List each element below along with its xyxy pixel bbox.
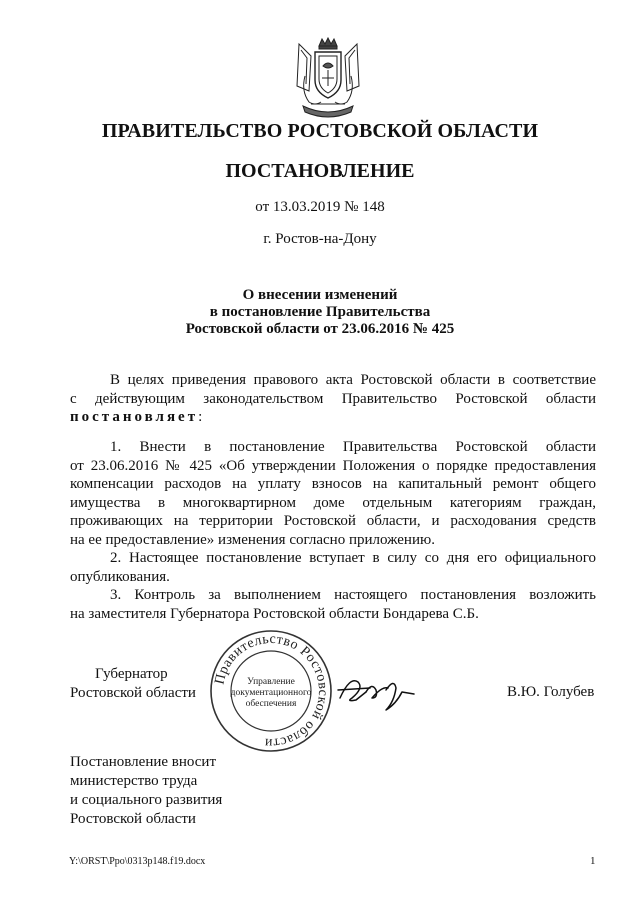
body-line: компенсации расходов на уплату взносов на капитальный ремонт общего — [70, 476, 596, 493]
stamp-center-text: обеспечения — [245, 699, 297, 709]
body-line — [70, 408, 596, 427]
signatory-position-line: Ростовской области — [70, 685, 196, 701]
document-subject — [0, 287, 640, 338]
subject-line: в постановление Правительства — [209, 304, 431, 320]
body-line: В целях приведения правового акта Ростовской области в соответствие — [110, 372, 596, 388]
introduced-by-block — [70, 753, 222, 829]
stamp-center-text: Управление — [247, 677, 295, 687]
body-line: от 23.06.2016 № 425 «Об утверждении Положения о порядке предоставления — [70, 457, 596, 474]
stamp-ring-text: Правительство Ростовской области — [212, 631, 331, 751]
signatory-position-line: Губернатор — [95, 666, 168, 682]
preamble-paragraph — [70, 371, 596, 427]
coat-of-arms-icon — [291, 36, 365, 120]
footer-file-path: Y:\ORST\Ppo\0313p148.f19.docx — [69, 856, 206, 867]
resolves-colon: : — [198, 409, 203, 426]
body-line: 1. Внести в постановление Правительства Ростовской области — [110, 439, 596, 455]
body-line: проживающих на территории Ростовской области, и расходования средств — [70, 513, 596, 530]
document-date-number: от 13.03.2019 № 148 — [255, 199, 385, 215]
government-title: ПРАВИТЕЛЬСТВО РОСТОВСКОЙ ОБЛАСТИ — [101, 120, 539, 142]
body-line: на заместителя Губернатора Ростовской области Бондарева С.Б. — [70, 605, 479, 622]
document-type: ПОСТАНОВЛЕНИЕ — [225, 160, 415, 182]
body-line: с действующим законодательством Правительство Ростовской области — [70, 390, 596, 407]
subject-line: Ростовской области от 23.06.2016 № 425 — [185, 321, 455, 337]
introduced-by-line: министерство труда — [70, 773, 198, 789]
item-2-paragraph — [70, 549, 596, 586]
introduced-by-line: и социального развития — [70, 792, 223, 808]
document-city: г. Ростов-на-Дону — [263, 231, 377, 247]
footer-page-number: 1 — [590, 855, 596, 867]
body-line: 2. Настоящее постановление вступает в силу со дня его официального — [110, 550, 596, 566]
resolves-word: постановляет — [70, 409, 199, 426]
introduced-by-line: Ростовской области — [70, 811, 196, 827]
body-line: имущества в многоквартирном доме отдельным категориям граждан, — [70, 494, 596, 511]
body-line: опубликования. — [70, 568, 170, 585]
handwritten-signature-icon — [336, 668, 418, 716]
subject-line: О внесении изменений — [242, 287, 398, 303]
official-stamp — [208, 628, 334, 754]
introduced-by-line: Постановление вносит — [70, 754, 217, 770]
body-line: 3. Контроль за выполнением настоящего постановления возложить — [110, 587, 596, 603]
body-line: на ее предоставление» изменения согласно приложению. — [70, 531, 435, 548]
item-3-paragraph — [70, 586, 596, 623]
signatory-name: В.Ю. Голубев — [507, 684, 595, 700]
item-1-paragraph — [70, 438, 596, 550]
stamp-center-text: документационного — [230, 688, 312, 698]
signatory-position — [70, 665, 196, 703]
